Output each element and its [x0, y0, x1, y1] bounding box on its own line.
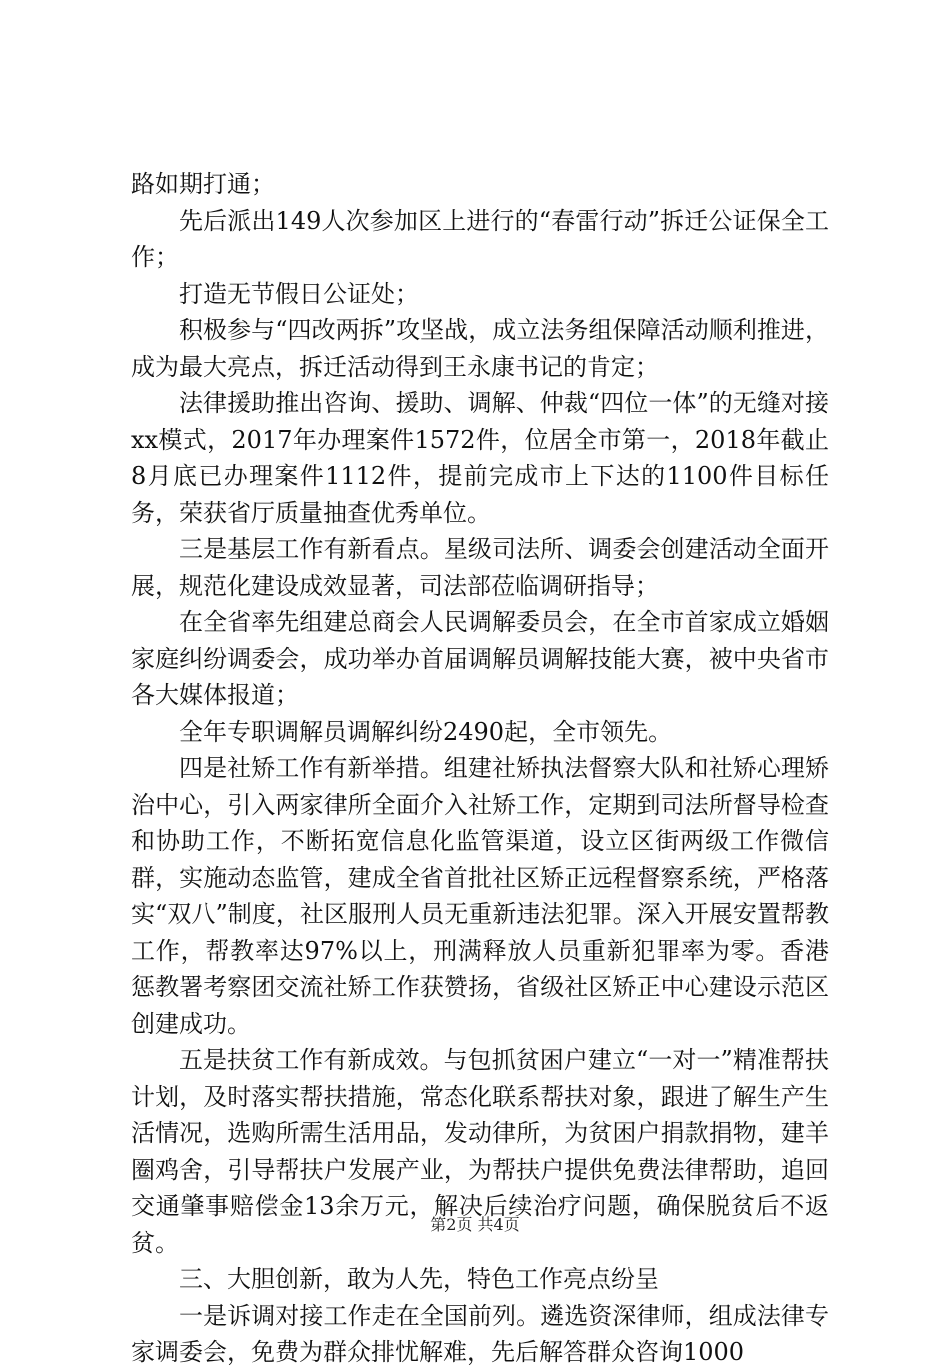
section-heading: 三、大胆创新，敢为人先，特色工作亮点纷呈	[179, 1265, 659, 1293]
paragraph: 一是诉调对接工作走在全国前列。遴选资深律师，组成法律专家调委会，免费为群众排忧解难，先后解答群众咨询1000	[131, 1301, 829, 1366]
page-number: 第2页 共4页	[430, 1215, 520, 1234]
paragraph: 四是社矫工作有新举措。组建社矫执法督察大队和社矫心理矫治中心，引入两家律所全面介入社矫工作，定期到司法所督导检查和协助工作，不断拓宽信息化监管渠道，设立区街两级工作微信群，实施动态监管，建成全省首批社区矫正远程督察系统，严格落实“双八”制度，社区服刑人员无重新违法犯罪。深入开展安置帮教工作，帮教率达97%以上，刑满释放人员重新犯罪率为零。香港惩教署考察团交流社矫工作获赞扬，省级社区矫正中心建设示范区创建成功。	[131, 754, 829, 1038]
paragraph: 法律援助推出咨询、援助、调解、仲裁“四位一体”的无缝对接xx模式，2017年办理案件1572件，位居全市第一，2018年截止8月底已办理案件1112件，提前完成市上下达的1100件目标任务，荣获省厅质量抽查优秀单位。	[131, 389, 829, 527]
paragraph: 全年专职调解员调解纠纷2490起，全市领先。	[179, 717, 673, 746]
paragraph: 路如期打通；	[131, 170, 275, 198]
paragraph: 打造无节假日公证处；	[179, 279, 419, 308]
paragraph: 先后派出149人次参加区上进行的“春雷行动”拆迁公证保全工作；	[131, 206, 829, 271]
paragraph: 积极参与“四改两拆”攻坚战，成立法务组保障活动顺利推进，成为最大亮点，拆迁活动得到王永康书记的肯定；	[131, 316, 829, 381]
document-body	[131, 166, 829, 1371]
paragraph: 在全省率先组建总商会人民调解委员会，在全市首家成立婚姻家庭纠纷调委会，成功举办首届调解员调解技能大赛，被中央省市各大媒体报道；	[131, 608, 829, 709]
paragraph: 三是基层工作有新看点。星级司法所、调委会创建活动全面开展，规范化建设成效显著，司法部莅临调研指导；	[131, 535, 829, 600]
paragraph: 五是扶贫工作有新成效。与包抓贫困户建立“一对一”精准帮扶计划，及时落实帮扶措施，常态化联系帮扶对象，跟进了解生产生活情况，选购所需生活用品，发动律所，为贫困户捐款捐物，建羊圈鸡舍，引导帮扶户发展产业，为帮扶户提供免费法律帮助，追回交通肇事赔偿金13余万元，解决后续治疗问题，确保脱贫后不返贫。	[131, 1046, 829, 1257]
page-footer	[0, 1215, 950, 1235]
